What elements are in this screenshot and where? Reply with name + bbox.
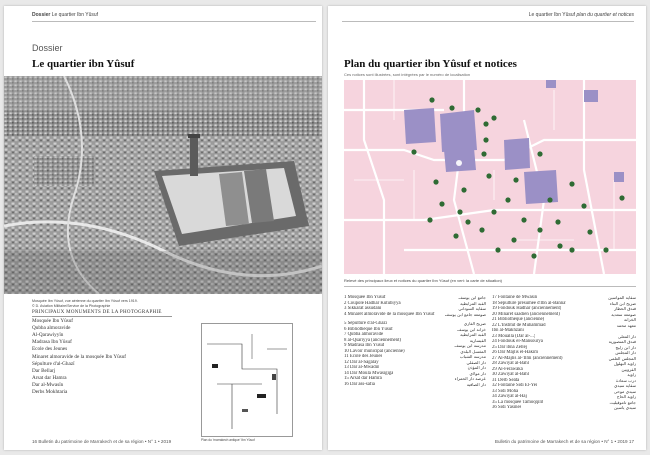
running-head-title: Le quartier Ibn Yûsuf: [51, 12, 99, 18]
legend-right: [492, 295, 636, 411]
legend-ar: القبة المرابطية: [460, 332, 486, 337]
legend-fr: Ibn al-Makhzani: [492, 328, 524, 333]
aerial-photo: [4, 76, 322, 294]
list-item: Arsat dar Hamra: [32, 374, 67, 381]
legend-fr: 24 Fondouk el-Mansourya: [492, 339, 543, 344]
photo-caption-line: Mosquée Ibn Yûsuf, vue aérienne du quartier Ibn Yûsuf vers 1919.: [32, 299, 138, 303]
running-head: [32, 12, 98, 18]
legend-ar: زاوية: [627, 372, 636, 377]
legend-ar: دار الصقلي: [466, 359, 486, 365]
monuments-list: [32, 309, 172, 396]
divider: [344, 286, 636, 287]
legend-ar: القبة المرابطية: [460, 300, 486, 306]
legend-fr: 21 Bibliothèque (ancienne): [492, 317, 545, 322]
legend-fr: 25 Dar ibna Zellej: [492, 344, 528, 350]
page-subtitle: Ces notices sont illustrées, sont intégrées par le numéro de localisation: [344, 72, 471, 77]
legend-ar: زاوية الحاج: [616, 394, 636, 399]
legend-ar: دار المجلس: [615, 350, 636, 355]
mini-plan: [201, 323, 293, 437]
legend-fr: 23 Moualla (Dar al-...): [492, 333, 536, 339]
legend-fr: 32 Fontaine Sidi El-Yer: [492, 383, 538, 388]
legend-ar: دار مولاي: [469, 370, 486, 376]
legend-fr: 8 al-Qsariyya (anciennement): [344, 337, 402, 343]
legend-fr: 9 Madrasa Ibn Yûsuf: [344, 343, 385, 348]
list-item: Ecole des Jeunes: [32, 346, 68, 353]
legend-left: [344, 295, 486, 387]
legend-fr: 22 L'Institut de Muhammad: [492, 322, 546, 328]
legend-ar: القيسارية: [469, 337, 486, 343]
legend-ar: سقاية سيدي: [614, 383, 636, 388]
list-item: Al-Qarawiyyîn: [32, 332, 64, 339]
left-page: [4, 6, 322, 450]
legend-fr: 11 Ecole des Jeunes: [344, 354, 383, 359]
legend-ar: سقاية المواسين: [608, 295, 636, 300]
legend-ar: فندق الحظار: [614, 306, 636, 311]
legend-fr: 33 Sidi Moha: [492, 388, 519, 394]
legend-row: [344, 312, 486, 318]
monuments-heading: PRINCIPAUX MONUMENTS DE LA PHOTOGRAPHIE: [32, 309, 172, 317]
legend-ar: دار المعلى: [617, 333, 636, 339]
plan-caption: [201, 439, 311, 443]
legend-fr: 4 Minaret almoravide de la mosquée Ibn Yûsuf: [344, 311, 435, 317]
legend-ar: عرصة دار الحمراء: [454, 376, 486, 381]
legend-ar: سقاية السوداني: [458, 306, 486, 311]
legend-fr: 28 Zawiyat al-Bahl: [492, 361, 530, 366]
legend-fr: 16 Dar ass-safia: [344, 381, 375, 387]
legend-fr: 29 Al-Ferawâkâ: [492, 366, 523, 372]
legend-fr: 1 Mosquée Ibn Yûsuf: [344, 295, 386, 300]
legend-fr: 6 Bibliothèque Ibn Yûsuf: [344, 326, 393, 332]
legend-fr: 20 Minaret saadien (anciennement): [492, 311, 560, 317]
list-item: Minaret almoravide de la mosquée Ibn Yûsuf: [32, 353, 127, 360]
legend-ar: ضريح الغازي: [463, 321, 486, 326]
legend-fr: 35 La mosquée Tamoqqilit: [492, 399, 544, 405]
legend-fr: 7 Qubba almoravide: [344, 332, 384, 337]
legend-ar: سيدي موحى: [613, 388, 636, 394]
list-item: Mosquée Ibn Yûsuf: [32, 318, 74, 325]
legend-ar: المغسل البلدي: [460, 348, 486, 354]
map-caption: Relevé des principaux lieux et notices du quartier Ibn Yûsuf (en vert: la carte de situation): [344, 278, 503, 283]
list-item: Qubba almoravide: [32, 325, 71, 332]
legend-ar: زاوية البهلول: [613, 361, 636, 366]
list-item: Sépulture d'al-Ghazî: [32, 360, 75, 367]
page-title: Le quartier ibn Yûsuf: [32, 58, 135, 70]
legend-ar: فندق المنصورية: [608, 339, 636, 344]
legend-ar: مدرسة ابن يوسف: [454, 343, 486, 348]
legend-fr: 14 Dar Moula Mwasigiga: [344, 370, 394, 376]
legend-ar: القرويين: [621, 366, 636, 372]
quarter-map: [344, 80, 636, 274]
legend-ar: صومعة سعدية: [611, 311, 636, 317]
legend-fr: 12 Dar al-Sagalay: [344, 359, 379, 365]
legend-ar: دار ابن زليج: [615, 344, 636, 350]
legend-fr: 3 Sikkarat assudani: [344, 306, 382, 311]
divider: [32, 21, 316, 22]
legend-ar: خزانة ابن يوسف: [457, 326, 486, 332]
legend-fr: 26 Dâr Mâjlis el-Hakim: [492, 350, 538, 355]
section-label: Dossier: [32, 43, 63, 53]
legend-fr: 15 Arsat dar Hamra: [344, 376, 382, 381]
legend-ar: معهد محمد: [616, 322, 636, 328]
legend-row: [492, 405, 636, 411]
legend-ar: سيدي ياسين: [614, 405, 636, 410]
legend-ar: الخزانة: [623, 317, 636, 322]
legend-ar: مدرسة الشباب: [459, 354, 486, 359]
legend-fr: 10 Lavoir municipal (ancienne): [344, 348, 405, 354]
running-head-title: Le quartier Ibn Yûsuf: [528, 12, 576, 18]
photo-caption: [32, 299, 202, 309]
legend-fr: 27 Al-Majlis al-'Ilmi (anciennement): [492, 355, 563, 361]
plan-caption-line: Plan du 'marrakech antique' Ibn Yûsuf: [201, 438, 255, 442]
legend-ar: المجلس العلمي: [608, 355, 636, 361]
list-item: Derbs Mokhtaria: [32, 389, 68, 396]
photo-caption-credit: © D. Aviation Militaire/Service de la Photographie: [32, 304, 111, 308]
legend-fr: 19 Fondouk Hadhar (anciennement): [492, 306, 562, 311]
folio: 16 Bulletin du patrimoine de Marrakech et de sa région • N° 1 • 2019: [32, 439, 172, 444]
legend-fr: 17 Fontaine de Mwasin: [492, 295, 538, 300]
folio: Bulletin du patrimoine de Marrakech et de sa région • N° 1 • 2019 17: [494, 439, 634, 444]
right-page: [328, 6, 646, 450]
legend-ar: جامع ابن يوسف: [458, 295, 486, 300]
legend-fr: 30 Zawiyat al-Bahl: [492, 372, 530, 377]
legend-ar: دار الصافية: [466, 381, 486, 387]
legend-fr: 18 Sépulture présumée d'Ibn al-Banna': [492, 300, 567, 306]
legend-ar: ضريح ابن البناء: [609, 300, 636, 306]
legend-ar: درب سعادة: [615, 377, 636, 383]
list-item: Madrasa Ibn Yûsuf: [32, 339, 72, 346]
legend-ar: دار المؤذن: [467, 365, 486, 370]
legend-fr: 36 Sidi Yasînes: [492, 405, 522, 410]
running-head: [529, 12, 634, 18]
legend-fr: 5 Sépulture d'al-Ghazî: [344, 321, 387, 326]
page-title: Plan du quartier ibn Yûsuf et notices: [344, 58, 517, 70]
list-item: Dar al-Mwasîn: [32, 381, 64, 388]
legend-ar: جامع تاموقيليت: [609, 399, 636, 405]
legend-fr: 31 Derb Seâta: [492, 377, 520, 383]
running-head-section: plan du quartier et notices: [576, 12, 634, 18]
legend-fr: 2 Coupole Hadhar Kutubiyya: [344, 300, 401, 306]
legend-fr: 34 Zawiyat al-Haj: [492, 394, 527, 399]
legend-fr: 13 Dar al-Mwadin: [344, 365, 380, 370]
divider: [342, 21, 634, 22]
running-head-section: Dossier: [32, 12, 51, 18]
legend-row: [344, 382, 486, 388]
list-item: Dar Bellarj: [32, 367, 56, 374]
legend-ar: صومعة جامع ابن يوسف: [444, 311, 486, 317]
